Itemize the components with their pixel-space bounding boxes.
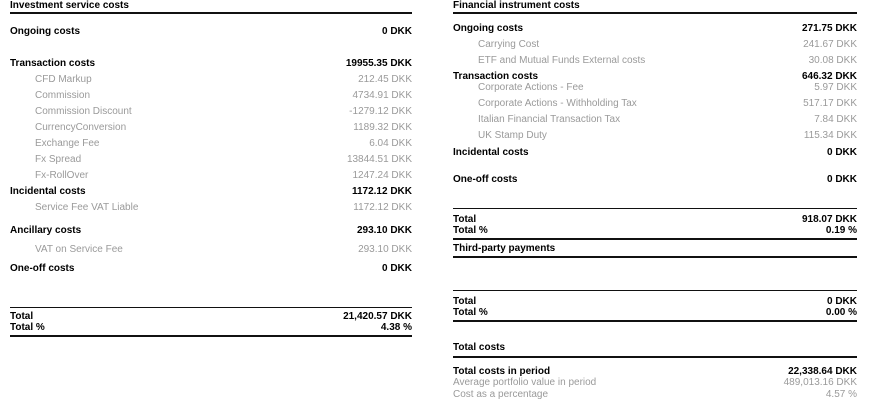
row-label: Total % <box>10 322 45 333</box>
transaction-item-row <box>10 122 412 135</box>
row-value: 0.00 % <box>825 307 857 318</box>
row-label: Carrying Cost <box>478 39 540 50</box>
row-label: Commission <box>35 90 91 101</box>
divider <box>453 320 857 322</box>
transaction-item-row <box>453 98 857 111</box>
row-label: Incidental costs <box>10 186 86 197</box>
row-label: Total <box>453 296 477 307</box>
row-value: 7.84 DKK <box>814 114 857 125</box>
third-party-payments-title: Third-party payments <box>453 243 556 254</box>
row-value: 646.32 DKK <box>801 71 857 82</box>
row-value: 1172.12 DKK <box>351 186 412 197</box>
row-value: 293.10 DKK <box>356 225 412 236</box>
row-label: Corporate Actions - Withholding Tax <box>478 98 637 109</box>
ongoing-costs-row <box>10 26 412 39</box>
row-value: 0 DKK <box>381 263 412 274</box>
ancillary-item-row <box>10 244 412 257</box>
row-value: 30.08 DKK <box>808 55 857 66</box>
transaction-item-row <box>10 106 412 119</box>
row-label: CurrencyConversion <box>35 122 127 133</box>
divider <box>453 356 857 358</box>
cost-percentage-row <box>453 389 857 402</box>
row-value: 1172.12 DKK <box>353 202 412 213</box>
row-value: 0 DKK <box>826 296 857 307</box>
row-value: 918.07 DKK <box>801 214 857 225</box>
row-value: -1279.12 DKK <box>349 106 412 117</box>
transaction-item-row <box>10 154 412 167</box>
row-value: 22,338.64 DKK <box>788 366 857 377</box>
row-label: Ongoing costs <box>453 23 523 34</box>
row-label: Service Fee VAT Liable <box>35 202 139 213</box>
row-value: 1189.32 DKK <box>353 122 412 133</box>
row-value: 271.75 DKK <box>801 23 857 34</box>
divider <box>10 12 412 14</box>
ancillary-costs-row <box>10 225 412 238</box>
row-label: Ongoing costs <box>10 26 80 37</box>
transaction-item-row <box>10 170 412 183</box>
total-costs-title: Total costs <box>453 342 506 353</box>
row-value: 0 DKK <box>826 147 857 158</box>
row-value: 0 DKK <box>381 26 412 37</box>
row-label: Italian Financial Transaction Tax <box>478 114 621 125</box>
row-value: 5.97 DKK <box>814 82 857 93</box>
row-label: Corporate Actions - Fee <box>478 82 584 93</box>
financial-instrument-costs-title: Financial instrument costs <box>453 0 580 11</box>
divider <box>453 290 857 291</box>
transaction-item-row <box>453 114 857 127</box>
row-label: One-off costs <box>10 263 75 274</box>
row-label: Total costs in period <box>453 366 551 377</box>
transaction-item-row <box>10 90 412 103</box>
total-percent-row <box>10 322 412 335</box>
row-label: Average portfolio value in period <box>453 377 597 388</box>
row-value: 4.38 % <box>380 322 412 333</box>
row-label: Cost as a percentage <box>453 389 549 400</box>
divider <box>453 238 857 240</box>
incidental-costs-row <box>453 147 857 160</box>
total-percent-row <box>453 307 857 320</box>
row-value: 6.04 DKK <box>369 138 412 149</box>
row-label: Fx-RollOver <box>35 170 89 181</box>
transaction-item-row <box>10 74 412 87</box>
divider <box>453 256 857 258</box>
row-label: CFD Markup <box>35 74 92 85</box>
row-label: Total % <box>453 225 488 236</box>
row-label: VAT on Service Fee <box>35 244 123 255</box>
investment-service-costs-title: Investment service costs <box>10 0 129 11</box>
row-value: 13844.51 DKK <box>346 154 412 165</box>
total-percent-row <box>453 225 857 238</box>
ongoing-item-row <box>453 55 857 68</box>
row-value: 115.34 DKK <box>803 130 857 141</box>
row-label: UK Stamp Duty <box>478 130 547 141</box>
row-value: 4734.91 DKK <box>352 90 412 101</box>
transaction-item-row <box>453 82 857 95</box>
row-value: 293.10 DKK <box>358 244 412 255</box>
row-label: Total <box>10 311 34 322</box>
row-label: One-off costs <box>453 174 518 185</box>
row-label: Exchange Fee <box>35 138 100 149</box>
row-label: Total % <box>453 307 488 318</box>
row-label: Total <box>453 214 477 225</box>
incidental-item-row <box>10 202 412 215</box>
transaction-costs-row <box>10 58 412 71</box>
transaction-item-row <box>10 138 412 151</box>
row-value: 517.17 DKK <box>803 98 857 109</box>
row-value: 21,420.57 DKK <box>343 311 412 322</box>
row-value: 0.19 % <box>825 225 857 236</box>
row-label: ETF and Mutual Funds External costs <box>478 55 646 66</box>
divider <box>453 208 857 209</box>
ongoing-costs-row <box>453 23 857 36</box>
transaction-item-row <box>453 130 857 143</box>
row-label: Ancillary costs <box>10 225 82 236</box>
one-off-costs-row <box>10 263 412 276</box>
row-value: 4.57 % <box>825 389 857 400</box>
divider <box>10 335 412 337</box>
row-value: 241.67 DKK <box>803 39 857 50</box>
one-off-costs-row <box>453 174 857 187</box>
row-value: 212.45 DKK <box>358 74 412 85</box>
row-value: 19955.35 DKK <box>345 58 412 69</box>
incidental-costs-row <box>10 186 412 199</box>
divider <box>453 12 857 14</box>
row-value: 1247.24 DKK <box>352 170 412 181</box>
row-value: 0 DKK <box>826 174 857 185</box>
row-label: Incidental costs <box>453 147 529 158</box>
row-label: Transaction costs <box>10 58 96 69</box>
ongoing-item-row <box>453 39 857 52</box>
row-label: Transaction costs <box>453 71 539 82</box>
row-label: Fx Spread <box>35 154 82 165</box>
divider <box>10 307 412 308</box>
row-value: 489,013.16 DKK <box>783 377 857 388</box>
row-label: Commission Discount <box>35 106 132 117</box>
